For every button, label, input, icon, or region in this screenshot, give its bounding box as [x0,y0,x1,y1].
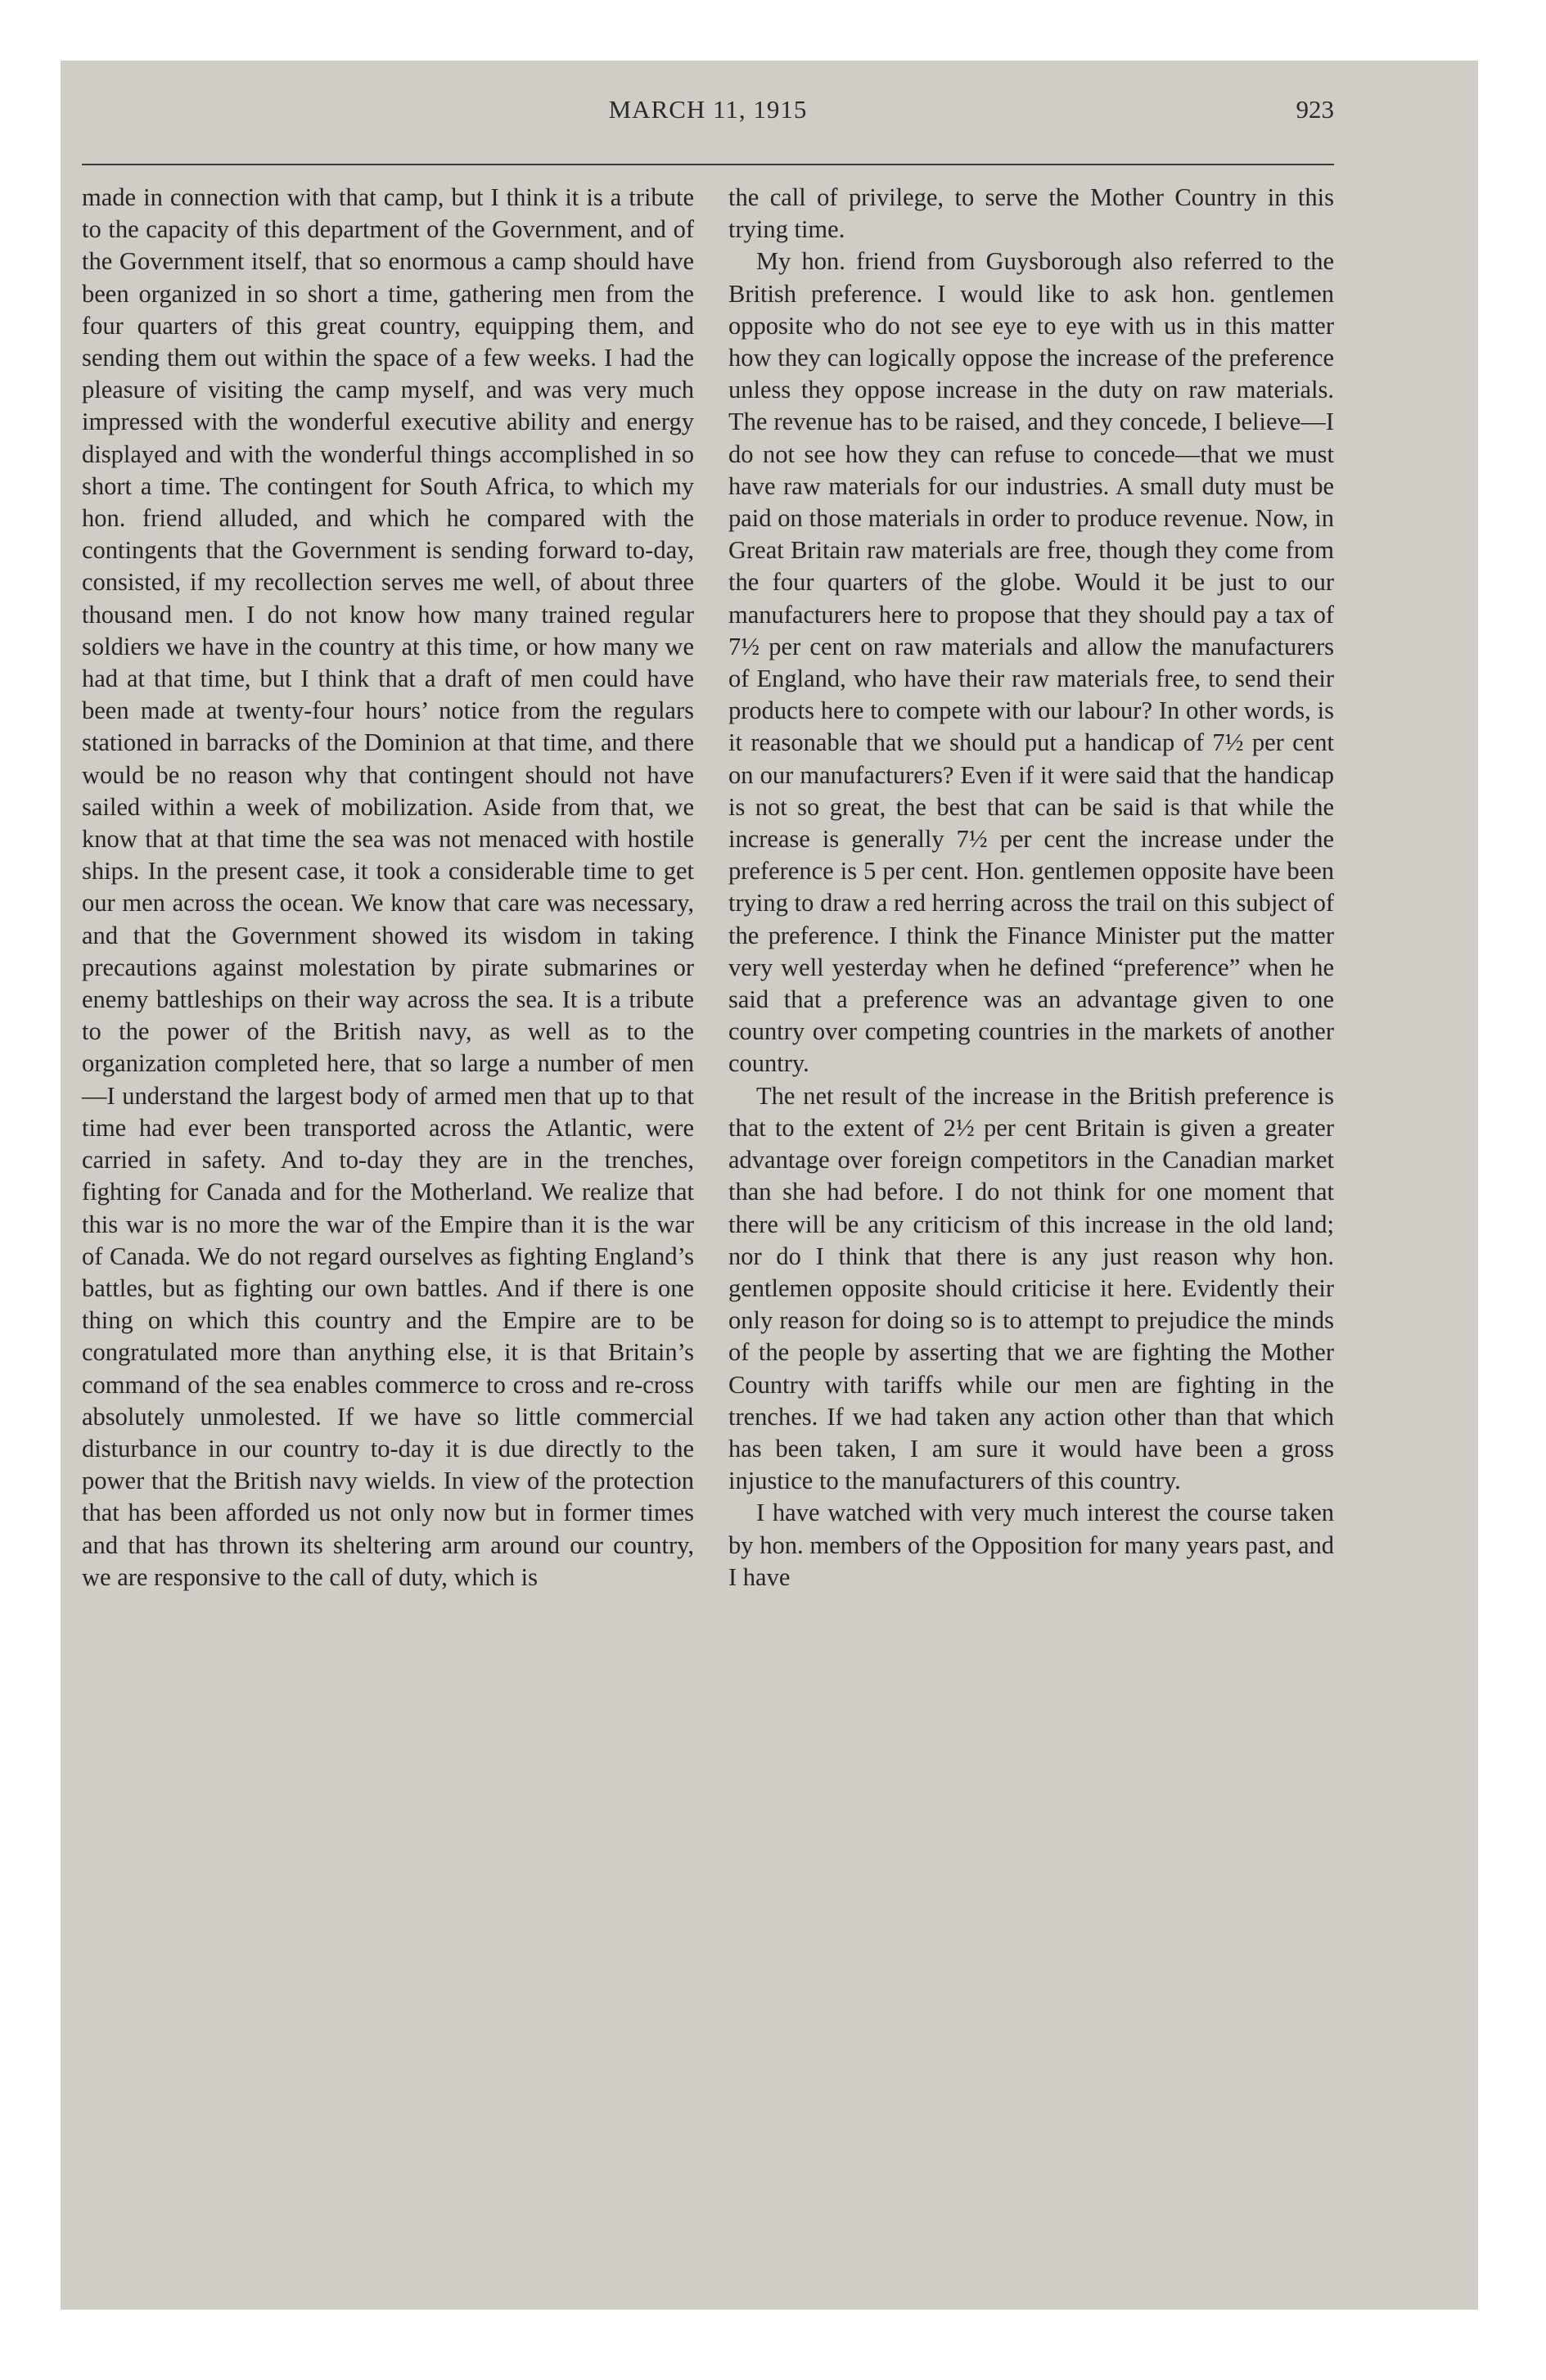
right-paragraph-4: I have watched with very much interest the course taken by hon. members of the Opposition for many years past, and I have [728,1499,1334,1591]
right-paragraph-3: The net result of the increase in the British preference is that to the extent of 2½ per cent Britain is given a greater advantage over foreign competitors in the Canadian market than she had before. I do not think for one moment that there will be any criticism of this increase in the old land; nor do I think that there is any just reason why hon. gentlemen opposite should criticise it here. Evidently their only reason for doing so is to attempt to prejudice the minds of the people by asserting that we are fighting the Mother Country with tariffs while our men are fighting in the trenches. If we had taken any action other than that which has been taken, I am sure it would have been a gross injustice to the manufacturers of this country. [728,1081,1334,1495]
header-rule [82,164,1334,165]
right-paragraph-1: the call of privilege, to serve the Mother Country in this trying time. [728,183,1334,244]
header-date: MARCH 11, 1915 [608,95,808,124]
left-paragraph-1: made in connection with that camp, but I think it is a tribute to the capacity of this department of the Government, and of the Government itself, that so enormous a camp should have been organized in so short a time, gathering men from the four quarters of this great country, equipping them, and sending them out within the space of a few weeks. I had the pleasure of visiting the camp myself, and was very much impressed with the wonderful executive ability and energy displayed and with the wonderful things accomplished in so short a time. The contingent for South Africa, to which my hon. friend alluded, and which he compared with the contingents that the Government is sending forward to-day, consisted, if my recollection serves me well, of about three thousand men. I do not know how many trained regular soldiers we have in the country at this time, or how many we had at that time, but I think that a draft of men could have been made at twenty-four hours’ notice from the regulars stationed in barracks of the Dominion at that time, and there would be no reason why that contingent should not have sailed within a week of mobilization. Aside from that, we know that at that time the sea was not menaced with hostile ships. In the present case, it took a considerable time to get our men across the ocean. We know that care was necessary, and that the Government showed its wisdom in taking precautions against molestation by pirate submarines or enemy battleships on their way across the sea. It is a tribute to the power of the British navy, as well as to the organization completed here, that so large a number of men—I understand the largest body of armed men that up to that time had ever been transported across the Atlantic, were carried in safety. And to-day they are in the trenches, fighting for Canada and for the Motherland. We realize that this war is no more the war of the Empire than it is the war of Canada. We do not regard ourselves as fighting England’s battles, but as fighting our own battles. And if there is one thing on which this country and the Empire are to be congratulated more than anything else, it is that Britain’s command of the sea enables commerce to cross and re-cross absolutely unmolested. If we have so little commercial disturbance in our country to-day it is due directly to the power that the British navy wields. In view of the protection that has been afforded us not only now but in former times and that has thrown its sheltering arm around our country, we are responsive to the call of duty, which is [82,183,694,1591]
right-column [728,182,1334,1593]
left-column [82,182,694,1593]
page-header [82,95,1334,133]
page-number: 923 [1296,95,1334,124]
right-paragraph-2: My hon. friend from Guysborough also referred to the British preference. I would like to ask hon. gentlemen opposite who do not see eye to eye with us in this matter how they can logically oppose the increase of the preference unless they oppose increase in the duty on raw materials. The revenue has to be raised, and they concede, I believe—I do not see how they can refuse to concede—that we must have raw materials for our industries. A small duty must be paid on those materials in order to produce revenue. Now, in Great Britain raw materials are free, though they come from the four quarters of the globe. Would it be just to our manufacturers here to propose that they should pay a tax of 7½ per cent on raw materials and allow the manufacturers of England, who have their raw materials free, to send their products here to compete with our labour? In other words, is it reasonable that we should put a handicap of 7½ per cent on our manufacturers? Even if it were said that the handicap is not so great, the best that can be said is that while the increase is generally 7½ per cent the increase under the preference is 5 per cent. Hon. gentlemen opposite have been trying to draw a red herring across the trail on this subject of the preference. I think the Finance Minister put the matter very well yesterday when he defined “preference” when he said that a preference was an advantage given to one country over competing countries in the markets of another country. [728,247,1334,1078]
